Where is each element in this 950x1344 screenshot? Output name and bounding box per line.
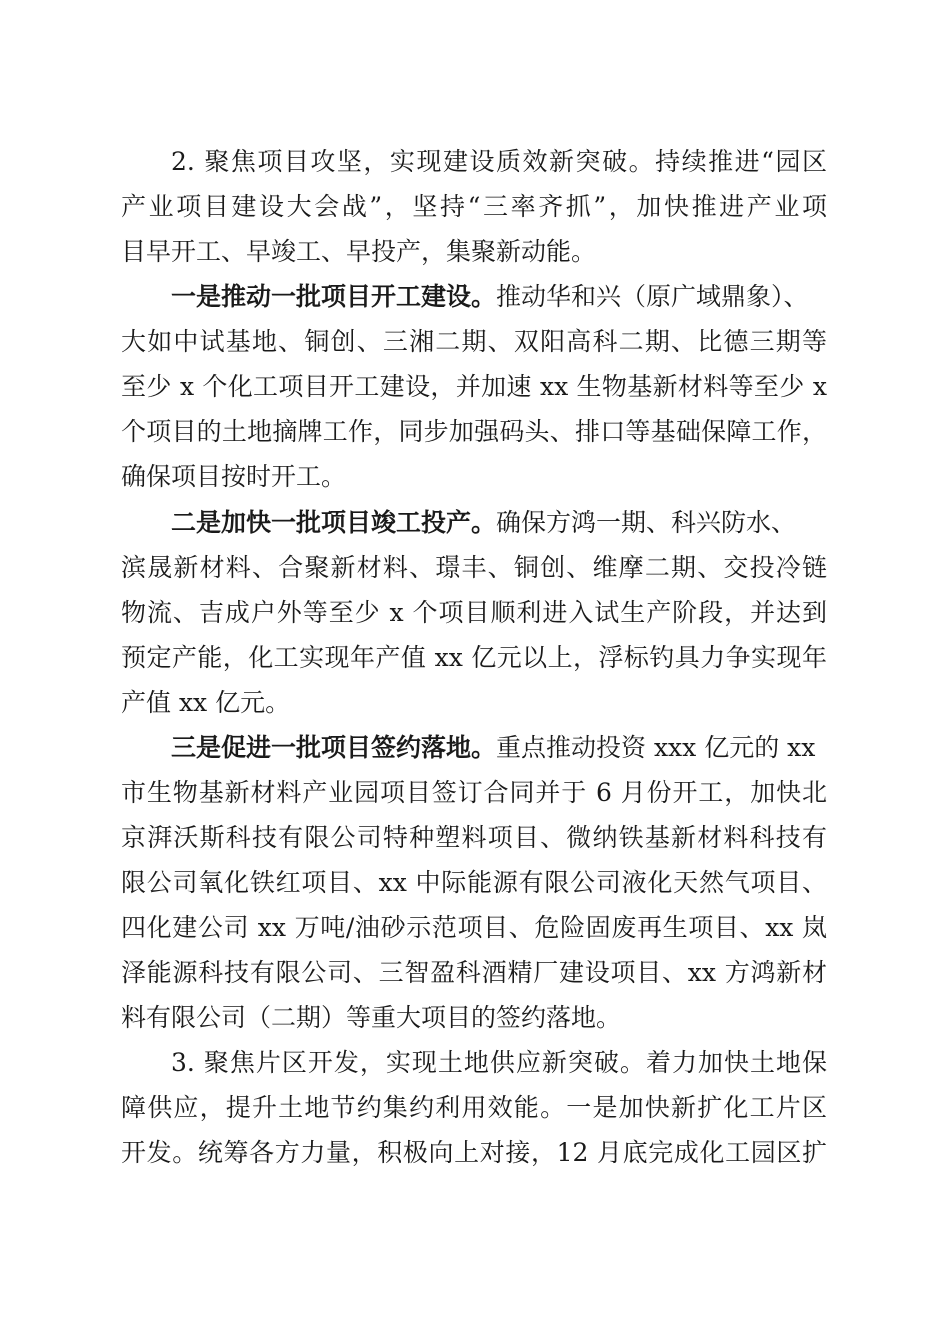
paragraph-3-heading: 二是加快一批项目竣工投产。: [171, 508, 497, 537]
paragraph-5-line-3: 开发。统筹各方力量，积极向上对接，12 月底完成化工园区扩: [121, 1138, 827, 1167]
paragraph-2-line-5: 确保项目按时开工。: [121, 462, 347, 491]
paragraph-3-line-4: 预定产能，化工实现年产值 xx 亿元以上，浮标钓具力争实现年: [121, 643, 827, 672]
paragraph-2-line-2: 大如中试基地、铜创、三湘二期、双阳高科二期、比德三期等: [121, 327, 827, 356]
paragraph-4-heading: 三是促进一批项目签约落地。: [171, 733, 497, 762]
paragraph-4-line-1-text: 重点推动投资 xxx 亿元的 xx: [496, 733, 816, 762]
paragraph-5-line-2: 障供应，提升土地节约集约利用效能。一是加快新扩化工片区: [121, 1093, 827, 1122]
paragraph-1-line-2: 产业项目建设大会战”，坚持“三率齐抓”，加快推进产业项: [121, 192, 827, 221]
paragraph-3-line-1: [171, 507, 827, 539]
paragraph-4-line-2: 市生物基新材料产业园项目签订合同并于 6 月份开工，加快北: [121, 778, 827, 807]
paragraph-2-line-3: 至少 x 个化工项目开工建设，并加速 xx 生物基新材料等至少 x: [121, 372, 827, 401]
paragraph-4-line-1: [171, 732, 827, 764]
paragraph-4-line-5: 四化建公司 xx 万吨/油砂示范项目、危险固废再生项目、xx 岚: [121, 913, 827, 942]
paragraph-4-line-4: 限公司氧化铁红项目、xx 中际能源有限公司液化天然气项目、: [121, 868, 827, 897]
paragraph-5-line-1: 3. 聚焦片区开发，实现土地供应新突破。着力加快土地保: [171, 1048, 827, 1077]
paragraph-3-line-3: 物流、吉成户外等至少 x 个项目顺利进入试生产阶段，并达到: [121, 598, 827, 627]
paragraph-3-line-1-text: 确保方鸿一期、科兴防水、: [496, 508, 797, 537]
paragraph-3-line-2: 滨晟新材料、合聚新材料、璟丰、铜创、维摩二期、交投冷链: [121, 553, 827, 582]
paragraph-2-line-1-text: 推动华和兴（原广域鼎象）、: [496, 282, 809, 311]
paragraph-3-line-5: 产值 xx 亿元。: [121, 688, 291, 717]
paragraph-2-line-4: 个项目的土地摘牌工作，同步加强码头、排口等基础保障工作，: [121, 417, 827, 446]
paragraph-2-line-1: [171, 281, 827, 313]
paragraph-2-heading: 一是推动一批项目开工建设。: [171, 282, 497, 311]
paragraph-1-line-3: 目早开工、早竣工、早投产，集聚新动能。: [121, 237, 597, 266]
paragraph-4-line-7: 料有限公司（二期）等重大项目的签约落地。: [121, 1003, 622, 1032]
paragraph-4-line-6: 泽能源科技有限公司、三智盈科酒精厂建设项目、xx 方鸿新材: [121, 958, 827, 987]
paragraph-4-line-3: 京湃沃斯科技有限公司特种塑料项目、微纳铁基新材料科技有: [121, 823, 827, 852]
paragraph-1-line-1: 2. 聚焦项目攻坚，实现建设质效新突破。持续推进“园区: [171, 147, 827, 176]
